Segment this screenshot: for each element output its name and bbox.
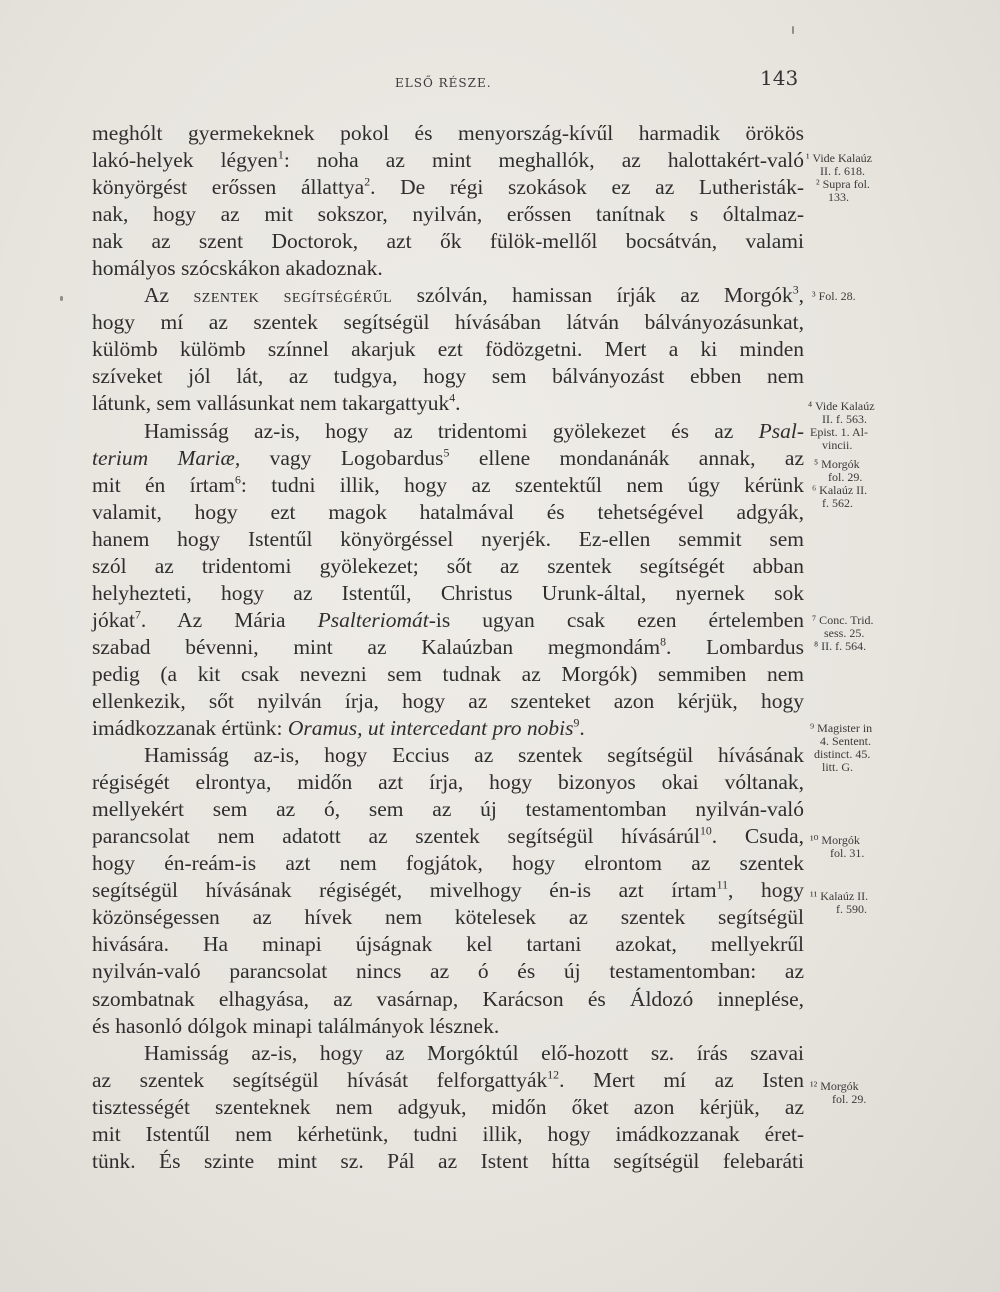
text-line bbox=[92, 499, 804, 526]
text-run: mit én írtam bbox=[92, 472, 236, 497]
text-run: . De régi szokások ez az Lutheristák- bbox=[370, 175, 804, 200]
text-run: hogy én-reám-is azt nem fogjátok, hogy elrontom az szentek bbox=[92, 851, 804, 876]
text-run: , hogy bbox=[728, 878, 805, 903]
margin-note-line: litt. G. bbox=[822, 760, 854, 774]
margin-note bbox=[810, 1080, 920, 1106]
text-line bbox=[92, 445, 804, 472]
italic-run: Oramus, ut intercedant pro nobis bbox=[287, 716, 574, 741]
margin-note-line: f. 562. bbox=[822, 496, 853, 510]
margin-note-line: fol. 29. bbox=[832, 1092, 867, 1106]
text-run: nak, hogy az mit sokszor, nyilván, erőssen tanítnak s óltalmaz- bbox=[92, 202, 804, 227]
text-line bbox=[92, 661, 804, 688]
text-run: közönségessen az hívek nem kötelesek az szentek segítségül bbox=[92, 905, 804, 930]
text-run: hogy mí az szentek segítségül hívásában látván bálványozásunkat, bbox=[92, 310, 804, 335]
text-run: : noha az mint meghallók, az halottakért-való bbox=[283, 148, 804, 173]
page-number: 143 bbox=[760, 66, 799, 90]
margin-note-line: ⁵ Morgók bbox=[814, 457, 860, 471]
text-run: külömb külömb színnel akarjuk ezt födözgetni. Mert a ki minden bbox=[92, 337, 804, 362]
text-line bbox=[92, 904, 804, 931]
footnote-ref: 8 bbox=[660, 634, 666, 649]
text-run: Hamisság az-is, hogy az Morgóktúl elő-hozott sz. írás szavai bbox=[144, 1040, 804, 1065]
text-line bbox=[92, 309, 804, 336]
text-run: könyörgést erőssen állattya bbox=[92, 175, 365, 200]
margin-note bbox=[806, 152, 916, 204]
margin-note-line: II. f. 618. bbox=[820, 164, 865, 178]
text-line bbox=[92, 1121, 804, 1148]
text-run: az szentek segítségül hívását felforgattyák bbox=[92, 1067, 548, 1092]
footnote-ref: 9 bbox=[573, 715, 580, 730]
text-line bbox=[92, 850, 804, 877]
text-line bbox=[92, 688, 804, 715]
text-run: Hamisság az-is, hogy Eccius az szentek segítségül hívásának bbox=[144, 743, 804, 768]
text-run: meghólt gyermekeknek pokol és menyország-kívűl harmadik örökös bbox=[92, 121, 804, 145]
margin-note-line: ⁹ Magister in bbox=[810, 721, 873, 735]
margin-note-line: 133. bbox=[828, 190, 849, 204]
margin-note bbox=[810, 890, 920, 916]
text-line bbox=[92, 986, 804, 1013]
text-run: . bbox=[579, 716, 585, 741]
text-run: ellenkezik, sőt nyilván írja, hogy az szenteket azon kérjük, hogy bbox=[92, 688, 804, 713]
footnote-ref: 7 bbox=[135, 607, 141, 622]
text-line bbox=[92, 282, 804, 309]
text-line bbox=[92, 1148, 804, 1175]
text-line bbox=[92, 1040, 804, 1067]
text-line bbox=[92, 418, 804, 445]
text-line bbox=[92, 336, 804, 363]
text-run: hanem hogy Istentűl könyörgéssel nyerjék. Ez-ellen semmit sem bbox=[92, 526, 804, 551]
text-run: hivására. Ha minapi újságnak kel tartani azokat, mellyekrűl bbox=[92, 932, 804, 957]
text-run: mellyekért sem az ó, sem az új testamentomban nyilván-való bbox=[92, 797, 804, 822]
text-line bbox=[92, 580, 804, 607]
text-run: . Lombardus bbox=[665, 634, 804, 659]
margin-note-line: fol. 31. bbox=[830, 846, 865, 860]
footnote-ref: 12 bbox=[547, 1067, 560, 1082]
text-line bbox=[92, 823, 804, 850]
margin-note-line: ¹² Morgók bbox=[810, 1079, 859, 1093]
text-line bbox=[92, 715, 804, 742]
italic-run: Psalteriomát bbox=[317, 607, 429, 632]
margin-note-line: 4. Sentent. bbox=[820, 734, 871, 748]
text-run: régiségét elrontya, midőn azt írja, hogy bizonyos okai vóltanak, bbox=[92, 770, 804, 795]
text-line bbox=[92, 931, 804, 958]
running-head: ELSŐ RÉSZE. bbox=[395, 76, 492, 90]
footnote-ref: 3 bbox=[792, 283, 799, 298]
text-line bbox=[92, 553, 804, 580]
margin-note-line: sess. 25. bbox=[824, 626, 865, 640]
margin-note-line: ⁴ Vide Kalaúz bbox=[808, 399, 875, 413]
text-run: : tudni illik, hogy az szentektűl nem úgy kérünk bbox=[240, 472, 804, 497]
text-line bbox=[92, 201, 804, 228]
text-run: látunk, sem vallásunkat nem takargattyuk bbox=[92, 391, 450, 416]
text-line bbox=[92, 526, 804, 553]
text-line bbox=[92, 390, 804, 417]
margin-note-line: ¹¹ Kalaúz II. bbox=[810, 889, 869, 903]
margin-note-line: ¹ Vide Kalaúz bbox=[806, 151, 872, 165]
text-line bbox=[92, 634, 804, 661]
margin-note-line: ⁸ II. f. 564. bbox=[814, 639, 867, 653]
ink-mark bbox=[792, 26, 794, 34]
footnote-ref: 2 bbox=[364, 174, 371, 189]
margin-note-line: II. f. 563. bbox=[822, 412, 867, 426]
text-run: -is ugyan csak ezen értelemben bbox=[428, 607, 805, 632]
text-run: homályos szócskákon akadoznak. bbox=[92, 256, 383, 281]
text-run: szabad bévenni, mint az Kalaúzban megmondám bbox=[92, 634, 661, 659]
text-line bbox=[92, 1094, 804, 1121]
margin-note-line: f. 590. bbox=[836, 902, 867, 916]
text-run: . bbox=[455, 391, 461, 416]
italic-run: Psal- bbox=[758, 418, 804, 443]
text-run: szól az tridentomi gyölekezet; sőt az szentek segítségét abban bbox=[92, 553, 804, 578]
margin-note-line: fol. 29. bbox=[828, 470, 863, 484]
italic-run: terium Mariæ, bbox=[92, 445, 241, 470]
text-run: . Mert mí az Isten bbox=[559, 1067, 804, 1092]
margin-note-line: Epist. 1. Al- bbox=[810, 425, 869, 439]
text-run: . Csuda, bbox=[711, 824, 804, 849]
text-run: parancsolat nem adatott az szentek segítségül hívásárúl bbox=[92, 824, 700, 849]
text-run: és hasonló dólgok minapi találmányok lésznek. bbox=[92, 1013, 500, 1038]
footnote-ref: 10 bbox=[699, 823, 712, 838]
margin-note bbox=[812, 290, 922, 303]
text-run: mit Istentűl nem kérhetünk, tudni illik, hogy imádkozzanak éret- bbox=[92, 1121, 804, 1146]
text-line bbox=[92, 472, 804, 499]
text-run: nak az szent Doctorok, azt ők fülök-mellől bocsátván, valami bbox=[92, 229, 804, 254]
text-run: szíveket jól lát, az tudgya, hogy sem bálványozást ebben nem bbox=[92, 364, 804, 389]
text-line bbox=[92, 363, 804, 390]
text-line bbox=[92, 1013, 804, 1040]
footnote-ref: 5 bbox=[443, 445, 450, 460]
ink-mark bbox=[60, 296, 63, 301]
text-line bbox=[92, 958, 804, 985]
text-run: vagy Logobardus bbox=[240, 445, 444, 470]
text-run: helyhezteti, hogy az Istentűl, Christus Urunk-által, nyernek sok bbox=[92, 580, 804, 605]
footnote-ref: 1 bbox=[277, 147, 284, 162]
margin-note bbox=[812, 614, 922, 653]
text-run: nyilván-való parancsolat nincs az ó és új testamentomban: az bbox=[92, 959, 804, 984]
small-caps-run: szentek segítségérűl bbox=[193, 286, 393, 308]
text-line bbox=[92, 742, 804, 769]
text-line bbox=[92, 147, 804, 174]
margin-note-line: ⁷ Conc. Trid. bbox=[812, 613, 874, 627]
body-text bbox=[92, 120, 804, 1175]
text-line bbox=[92, 1067, 804, 1094]
text-run: tisztességét szenteknek nem adgyuk, midőn őket azon kérjük, az bbox=[92, 1094, 804, 1119]
margin-note-line: ¹⁰ Morgók bbox=[810, 833, 860, 847]
text-run: Hamisság az-is, hogy az tridentomi gyölekezet és az bbox=[144, 418, 759, 443]
text-run: Az bbox=[144, 283, 194, 308]
margin-note-line: distinct. 45. bbox=[814, 747, 871, 761]
text-run: jókat bbox=[92, 607, 135, 632]
text-line bbox=[92, 877, 804, 904]
margin-note-line: vincii. bbox=[822, 438, 853, 452]
text-run: valamit, hogy ezt magok hatalmával és tehetségével adgyák, bbox=[92, 499, 804, 524]
text-run: . Az Mária bbox=[140, 607, 318, 632]
footnote-ref: 6 bbox=[235, 472, 241, 487]
text-run: tünk. És szinte mint sz. Pál az Istent hítta segítségül felebaráti bbox=[92, 1148, 804, 1173]
text-line bbox=[92, 228, 804, 255]
text-run: , bbox=[798, 283, 804, 308]
text-run: szombatnak elhagyása, az vasárnap, Karácson és Áldozó inneplése, bbox=[92, 986, 804, 1011]
text-run: szólván, hamissan írják az Morgók bbox=[392, 283, 793, 308]
footnote-ref: 11 bbox=[716, 878, 729, 893]
text-line bbox=[92, 255, 804, 282]
text-run: lakó-helyek légyen bbox=[92, 148, 278, 173]
text-line bbox=[92, 796, 804, 823]
margin-note bbox=[808, 400, 918, 510]
text-line bbox=[92, 120, 804, 147]
margin-note-line: ⁶ Kalaúz II. bbox=[812, 483, 868, 497]
text-run: pedig (a kit csak nevezni sem tudnak az Morgók) semmiben nem bbox=[92, 661, 804, 686]
margin-note bbox=[810, 834, 920, 860]
text-line bbox=[92, 607, 804, 634]
text-run: imádkozzanak értünk: bbox=[92, 716, 288, 741]
margin-note-line: ² Supra fol. bbox=[816, 177, 870, 191]
text-line bbox=[92, 174, 804, 201]
margin-note-line: ³ Fol. 28. bbox=[812, 289, 856, 303]
footnote-ref: 4 bbox=[449, 391, 456, 406]
text-run: ellene mondanánák annak, az bbox=[449, 445, 804, 470]
margin-note bbox=[810, 722, 920, 774]
text-line bbox=[92, 769, 804, 796]
text-run: segítségül hívásának régiségét, mivelhogy én-is azt írtam bbox=[92, 878, 717, 903]
